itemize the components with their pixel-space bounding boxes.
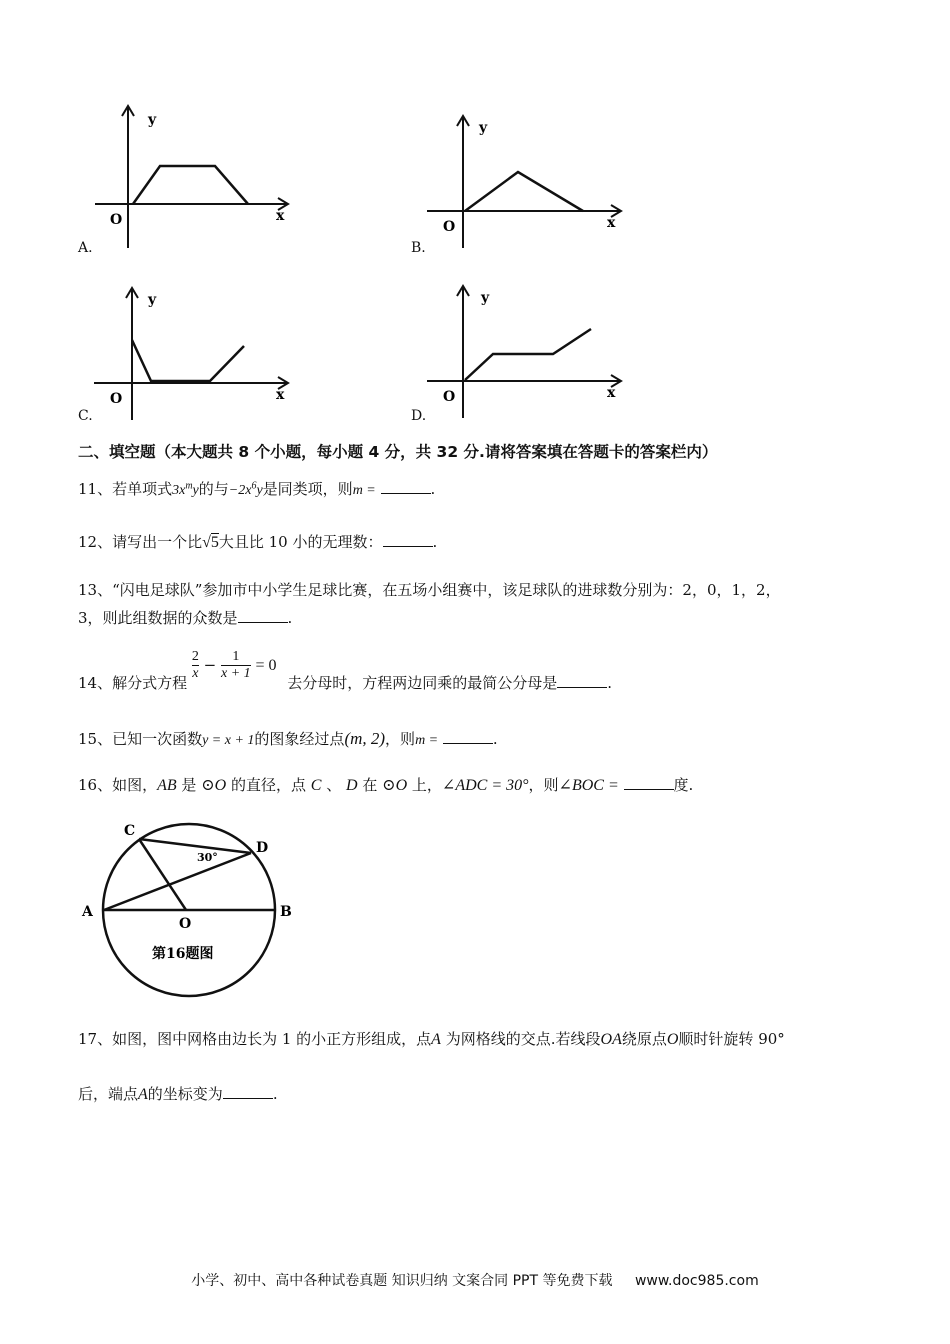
q16-sep: 、 <box>326 776 342 794</box>
q16-circle: ⊙O <box>201 777 227 794</box>
y-axis-label: y <box>148 112 157 128</box>
option-b-label: B. <box>411 240 426 256</box>
q16-c: C <box>310 777 322 794</box>
q11-post: 是同类项，则 <box>262 480 353 498</box>
q17-line2-pre: 后，端点 <box>78 1085 139 1103</box>
option-d-label: D. <box>411 408 427 424</box>
q13-line2-text: 3，则此组数据的众数是 <box>78 609 238 627</box>
question-17-line1 <box>78 1028 785 1049</box>
q14-n1: 2 <box>191 649 199 664</box>
point-c-label: C <box>124 823 136 839</box>
point-b-label: B <box>280 904 292 920</box>
q15-end: . <box>492 730 498 748</box>
q12-end: . <box>432 533 438 551</box>
q12-blank[interactable] <box>383 532 433 547</box>
origin-label: O <box>443 219 456 235</box>
q17-o: O <box>666 1031 679 1048</box>
option-c-label: C. <box>78 408 93 424</box>
q17-line1-mid2: 绕原点 <box>621 1030 667 1048</box>
q15-pre: 15、已知一次函数 <box>78 730 203 748</box>
sqrt-icon: √ <box>202 534 211 551</box>
q14-eq: = 0 <box>255 656 277 674</box>
q16-then: ，则 <box>528 776 559 794</box>
y-axis-label: y <box>479 120 488 136</box>
q12-radicand: 5 <box>210 534 219 551</box>
q17-a: A <box>431 1031 441 1048</box>
angle-label: 30° <box>197 851 218 864</box>
page-footer <box>0 1270 950 1290</box>
point-d-label: D <box>256 840 269 856</box>
question-17-line2 <box>78 1083 278 1104</box>
question-12 <box>78 531 437 552</box>
q17-line1-pre: 17、如图，图中网格由边长为 1 的小正方形组成，点 <box>78 1030 432 1048</box>
q12-post: 大且比 10 小的无理数： <box>218 533 383 551</box>
q15-mid: 的图象经过点 <box>254 730 345 748</box>
q14-minus: − <box>203 655 217 674</box>
q16-diam: 的直径，点 <box>230 776 306 794</box>
q16-circle2: ⊙O <box>382 777 408 794</box>
q11-term2: −2x <box>228 483 252 498</box>
q16-pre: 16、如图， <box>78 776 158 794</box>
q17-end: . <box>272 1085 278 1103</box>
q11-var: m = <box>352 483 376 498</box>
q15-func: y = x + 1 <box>202 733 255 748</box>
q16-boc: ∠BOC = <box>558 777 619 794</box>
q11-term2-tail: y <box>256 483 263 498</box>
q15-var: m = <box>415 733 439 748</box>
q15-post: ，则 <box>385 730 416 748</box>
question-13-line2 <box>78 607 292 628</box>
option-a-label: A. <box>78 240 93 256</box>
x-axis-label: x <box>276 208 285 224</box>
q11-term1: 3x <box>172 483 186 498</box>
figure-16 <box>78 820 298 1000</box>
q17-blank[interactable] <box>223 1084 273 1099</box>
question-14 <box>78 645 613 692</box>
point-o-label: O <box>179 916 192 932</box>
q16-end: 度. <box>673 776 694 794</box>
option-a-graph <box>90 100 300 250</box>
q14-n2: 1 <box>232 649 240 664</box>
q11-blank[interactable] <box>381 479 431 494</box>
y-axis-label: y <box>481 290 490 306</box>
figure-caption: 第16题图 <box>152 946 214 962</box>
option-d-graph <box>425 280 635 420</box>
q17-a2: A <box>138 1086 148 1103</box>
q11-term1-exp: m <box>185 480 193 492</box>
origin-label: O <box>110 391 123 407</box>
x-axis-label: x <box>607 385 616 401</box>
q16-blank[interactable] <box>624 775 674 790</box>
q14-d2: x + 1 <box>221 666 251 681</box>
q12-pre: 12、请写出一个比 <box>78 533 203 551</box>
q17-oa: OA <box>600 1031 622 1048</box>
q17-line1-mid: 为网格线的交点.若线段 <box>445 1030 601 1048</box>
q11-term2-exp: 6 <box>251 480 257 492</box>
question-16 <box>78 774 693 795</box>
q11-term1-tail: y <box>192 483 199 498</box>
footer-text: 小学、初中、高中各种试卷真题 知识归纳 文案合同 PPT 等免费下载 <box>191 1273 613 1289</box>
option-b-graph <box>425 110 635 250</box>
q16-ab: AB <box>157 777 177 794</box>
q13-blank[interactable] <box>238 608 288 623</box>
footer-site-link[interactable]: www.doc985.com <box>634 1273 759 1289</box>
q17-line2-post: 的坐标变为 <box>147 1085 223 1103</box>
q11-pre: 11、若单项式 <box>78 480 173 498</box>
origin-label: O <box>110 212 123 228</box>
q11-end: . <box>430 480 436 498</box>
q14-blank[interactable] <box>557 673 607 688</box>
section-title: 二、填空题（本大题共 8 个小题，每小题 4 分，共 32 分.请将答案填在答题卡的答案栏内） <box>78 443 718 461</box>
q14-d1: x <box>192 666 199 681</box>
option-c-graph <box>92 282 302 422</box>
q16-on: 在 <box>362 776 378 794</box>
q14-post: 去分母时，方程两边同乘的最简公分母是 <box>287 673 558 692</box>
q16-d: D <box>346 777 358 794</box>
x-axis-label: x <box>607 215 616 231</box>
question-11 <box>78 478 435 499</box>
q14-end: . <box>607 673 613 692</box>
q16-angle: ∠ADC = 30° <box>441 777 529 794</box>
q14-pre: 14、解分式方程 <box>78 673 188 692</box>
q13-end: . <box>287 609 293 627</box>
question-13-line1: 13、“闪电足球队”参加市中小学生足球比赛，在五场小组赛中，该足球队的进球数分别为：2，0，1，2， <box>78 581 781 599</box>
q16-is: 是 <box>181 776 197 794</box>
q15-blank[interactable] <box>443 729 493 744</box>
y-axis-label: y <box>148 292 157 308</box>
question-15 <box>78 728 498 749</box>
point-a-label: A <box>82 904 93 920</box>
q15-point: (m, 2) <box>344 729 386 748</box>
q11-mid: 的与 <box>198 480 229 498</box>
x-axis-label: x <box>276 387 285 403</box>
q16-up: 上， <box>411 776 442 794</box>
origin-label: O <box>443 389 456 405</box>
q17-line1-post: 顺时针旋转 90° <box>678 1030 785 1048</box>
